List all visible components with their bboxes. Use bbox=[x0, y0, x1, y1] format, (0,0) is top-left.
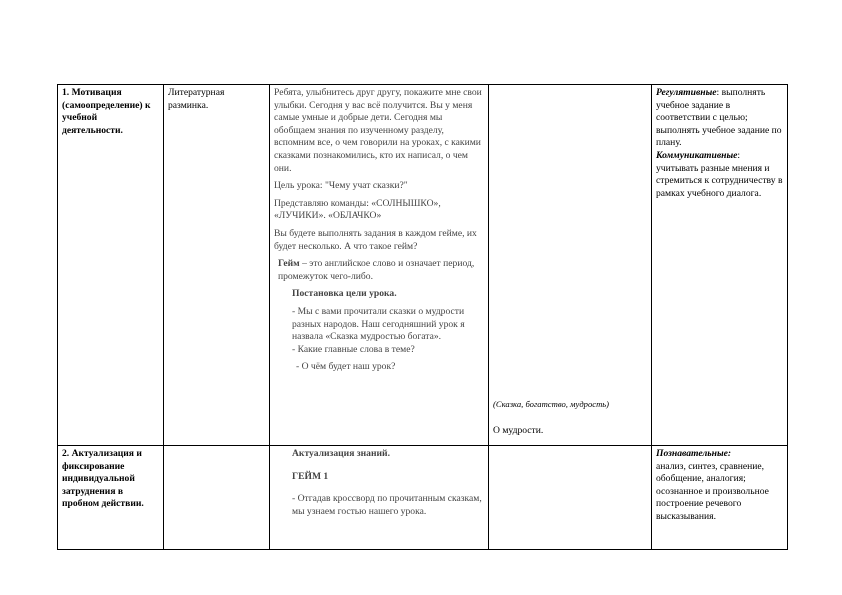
crossword-text: - Отгадав кроссворд по прочитанным сказкам, мы узнаем гостью нашего урока. bbox=[292, 493, 482, 517]
key-words-answer: (Сказка, богатство, мудрость) bbox=[493, 399, 610, 409]
stage-title: 2. Актуализация и фиксирование индивидуальной затруднения в пробном действии. bbox=[62, 448, 144, 510]
communicative-colon: : bbox=[737, 149, 741, 161]
uud-cell bbox=[652, 446, 788, 550]
communicative-uud bbox=[656, 150, 783, 200]
method-cell bbox=[164, 446, 270, 550]
stage-cell bbox=[58, 85, 164, 446]
regulative-text: выполнять учебное задание в соответствии с целью; выполнять учебное задание по плану. bbox=[656, 87, 782, 149]
regulative-colon: : bbox=[716, 87, 720, 98]
cognitive-label: Познавательные: bbox=[656, 448, 732, 459]
stage-title: 1. Мотивация (самоопределение) к учебной деятельности. bbox=[62, 87, 151, 136]
uud-cell bbox=[652, 85, 788, 446]
regulative-uud bbox=[656, 87, 783, 150]
regulative-label: Регулятивные bbox=[656, 87, 717, 98]
teams-text: Представляю команды: «СОЛНЫШКО», «ЛУЧИКИ». «ОБЛАЧКО» bbox=[274, 197, 441, 222]
lesson-about-question: - О чём будет наш урок? bbox=[296, 361, 396, 373]
table-row bbox=[58, 446, 788, 550]
student-activity-cell bbox=[489, 85, 652, 446]
method-cell bbox=[164, 85, 270, 446]
cognitive-text: анализ, синтез, сравнение, обобщение, аналогия; осознанное и произвольное построение речевого высказывания. bbox=[656, 460, 769, 522]
game-definition-text: – это английское слово и означает период, промежуток чего-либо. bbox=[278, 258, 475, 282]
teacher-activity-cell bbox=[270, 446, 489, 550]
game-1-heading: ГЕЙМ 1 bbox=[292, 470, 329, 482]
game-term: Гейм bbox=[278, 258, 300, 270]
table-row bbox=[58, 85, 788, 446]
student-activity-cell bbox=[489, 446, 652, 550]
game-definition bbox=[274, 258, 484, 283]
communicative-text: учитывать разные мнения и стремиться к сотрудничеству в рамках учебного диалога. bbox=[656, 162, 783, 199]
main-words-question: - Какие главные слова в теме? bbox=[292, 343, 415, 355]
stage-cell bbox=[58, 446, 164, 550]
game-question: Вы будете выполнять задания в каждом гейме, их будет несколько. А что такое гейм? bbox=[274, 227, 477, 252]
teacher-activity-cell bbox=[270, 85, 489, 446]
method-text: Литературная разминка. bbox=[168, 87, 225, 111]
goal-heading: Постановка цели урока. bbox=[292, 288, 397, 300]
actualization-heading: Актуализация знаний. bbox=[292, 448, 390, 459]
communicative-label: Коммуникативные bbox=[656, 149, 738, 161]
wisdom-answer: О мудрости. bbox=[493, 425, 544, 436]
intro-text: Ребята, улыбнитесь друг другу, покажите мне свои улыбки. Сегодня у вас всё получится. Вы у меня самые умные и добрые дети. Сегодня мы обобщаем знания по изученному разделу, вспомним все, о чем говорили на уроках, с какими сказками познакомились, кто их написал, о чем они. bbox=[274, 87, 482, 174]
goal-text: - Мы с вами прочитали сказки о мудрости разных народов. Наш сегодняшний урок я назвала «Сказка мудростью богата». bbox=[292, 305, 465, 343]
lesson-plan-table bbox=[57, 84, 788, 550]
lesson-goal: Цель урока: "Чему учат сказки?" bbox=[274, 180, 408, 192]
